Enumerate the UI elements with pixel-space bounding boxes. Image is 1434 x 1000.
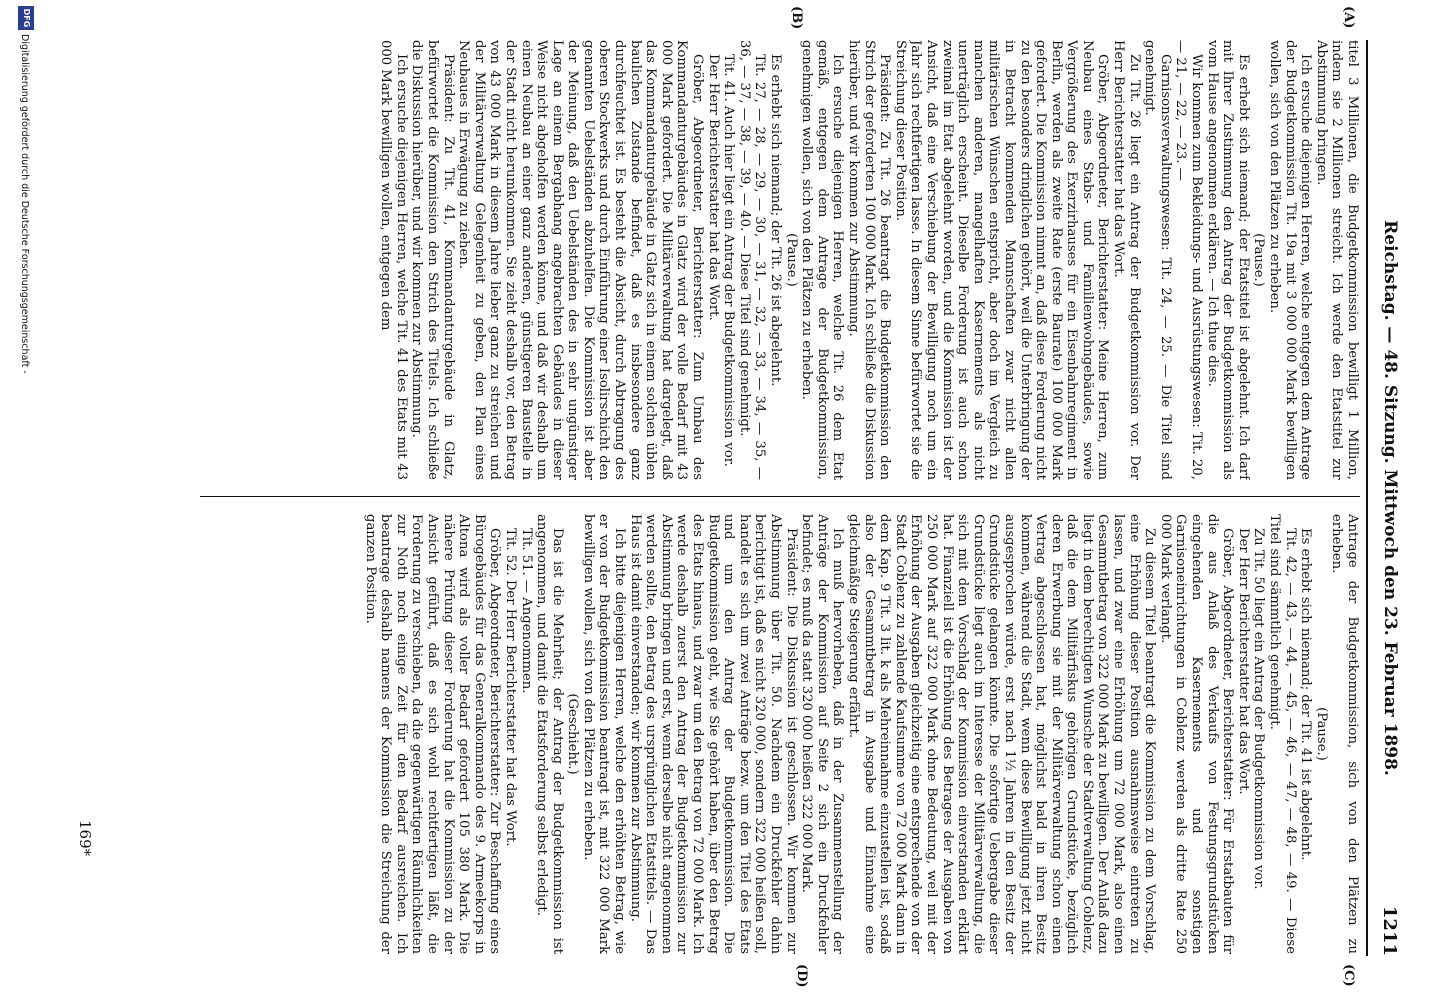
- paragraph: Es erhebt sich niemand; der Tit. 41 ist abgelehnt.: [1298, 528, 1314, 861]
- digitization-credit: Digitalisierung gefördert durch die Deutsche Forschungsgemeinschaft -: [19, 34, 30, 374]
- paragraph: Ich bitte diejenigen Herren, welche den erhöhten Betrag, wie er von der Budgetkommission beantragt ist, mit 322 000 Mark bewilligen wollen, sich von den Plätzen zu erheben.: [580, 514, 628, 954]
- paragraph: Der Herr Berichterstatter hat das Wort.: [705, 54, 721, 321]
- interjection: (Pause.): [1313, 707, 1329, 761]
- paragraph: Garnisonsverwaltungswesen: Tit. 24, — 25. — Die Titel sind genehmigt.: [1142, 40, 1173, 480]
- margin-mark-c: (C): [1341, 964, 1356, 987]
- right-column: [120, 514, 1360, 954]
- paragraph: Wir kommen zum Bekleidungs- und Ausrüstungswesen: Tit. 20, — 21, — 22, — 23. —: [1173, 40, 1205, 480]
- header-rule: [1366, 40, 1368, 956]
- paragraph: Ich ersuche diejenigen Herren, welche Tit. 26 dem Etat gemäß, entgegen dem Antrage der Budgetkommission, genehmigen wollen, sich von den Plätzen zu erheben.: [799, 40, 846, 480]
- column-divider: [200, 496, 1360, 497]
- margin-mark-d: (D): [794, 964, 809, 988]
- paragraph: Zu Tit. 26 liegt ein Antrag der Budgetkommission vor. Der Herr Berichterstatter hat das Wort.: [1111, 40, 1142, 480]
- paragraph: Tit. 27, — 28, — 29, — 30, — 31, — 32, — 33, — 34, — 35, — 36, — 37, — 38, — 39, — 40. — Diese Titel sind genehmigt.: [736, 40, 768, 480]
- paragraph: Das ist die Mehrheit; der Antrag der Budgetkommission ist angenommen, und damit die Etatsforderung selbst erledigt.: [534, 514, 565, 954]
- speech-paragraph: Gröber, Abgeordneter, Berichterstatter: Zum Umbau des Kommandanturgebäudes in Glatz wird der volle Bedarf mit 43 000 Mark gefordert. Die Militärverwaltung hat dargelegt, daß das Kommandanturgebäude in Glatz sich in einem solchen üblen baulichen Zustande befindet, daß es insbesondere ganz durchfeuchtet ist. Es besteht die Absicht, durch Abtragung des oberen Stockwerks und durch Einführung einer Isolirschicht den genannten Uebelständen abzuhelfen. Die Kommission ist aber der Meinung, daß den Uebelständen des in sehr ungünstiger Lage an einem Bergabhang angebrachten Gebäudes in dieser Weise nicht abgeholfen werden könne, und daß wir deshalb um einen Neubau an einer ganz anderen, günstigeren Baustelle in der Stadt nicht herumkommen. Sie zieht deshalb vor, den Betrag von 43 000 Mark in diesem Jahre lieber ganz zu streichen und der Militärverwaltung Gelegenheit zu geben, den Plan eines Neubaues in Erwägung zu ziehen.: [456, 40, 706, 480]
- speech-paragraph: Präsident: Die Diskussion ist geschlossen. Wir kommen zur Abstimmung über Tit. 50. Nachdem ein Druckfehler dahin berichtigt ist, daß es nicht 320 000, sondern 322 000 heißen soll, handelt es sich um zwei Anträge bezw. um den Titel des Etats und um den Antrag der Budgetkommission. Die Budgetkommission geht, wie Sie gehört haben, über den Betrag des Etats hinaus, und zwar um den Betrag von 72 000 Mark. Ich werde deshalb zuerst den Antrag der Budgetkommission zur Abstimmung bringen und erst, wenn derselbe nicht angenommen werden sollte, den Betrag des ursprünglichen Etatstitels. — Das Haus ist damit einverstanden; wir kommen zur Abstimmung.: [627, 514, 799, 954]
- speech-paragraph: Zu diesem Titel beantragt die Kommission zu dem Vorschlag, eine Erhöhung dieser Position ausnahmsweise eintreten zu lassen, und zwar eine Erhöhung um 72 000 Mark, also einen Gesammtbetrag von 322 000 Mark zu bewilligen. Der Anlaß dazu liegt in dem berechtigten Wunsche der Stadtverwaltung Coblenz, daß die dem Militärfiskus gehörigen Grundstücke, bezüglich deren Erwerbung sie mit der Militärverwaltung schon einen Vertrag abgeschlossen hat, möglichst bald in ihren Besitz kommen, während die Stadt, wenn diese Bewilligung jetzt nicht ausgesprochen würde, erst nach 1½ Jahren in den Besitz der Grundstücke gelangen könnte. Die sofortige Uebergabe dieser Grundstücke liegt auch im Interesse der Militärverwaltung, die sich mit dem Vorschlag der Kommission einverstanden erklärt hat. Finanziell ist die Erhöhung des Betrages der Ausgaben von 250 000 Mark auf 322 000 Mark ohne Bedeutung, weil mit der Erhöhung der Ausgaben gleichzeitig eine entsprechende von der Stadt Coblenz zu zahlende Kaufsumme von 72 000 Mark dann in dem Kap. 9 Tit. 3 lit. k als Mehreinnahme einzustellen ist, sodaß also der Gesammtbetrag in Ausgabe und Einnahme eine gleichmäßige Steigerung erfährt.: [846, 514, 1158, 954]
- paragraph: titel 3 Millionen, die Budgetkommission bewilligt 1 Million, indem sie 2 Millionen streicht. Ich werde den Etatstitel zur Abstimmung bringen.: [1313, 40, 1360, 480]
- margin-mark-b: (B): [789, 6, 804, 30]
- paragraph: Ich ersuche diejenigen Herren, welche entgegen dem Antrage der Budgetkommission Tit. 19a mit 3 000 000 Mark bewilligen wollen, sich von den Plätzen zu erheben.: [1267, 40, 1314, 480]
- speech-paragraph: Präsident: Zu Tit. 26 beantragt die Budgetkommission den Strich der geforderten 100 000 Mark. Ich schließe die Diskussion hierüber, und wir kommen zur Abstimmung.: [846, 40, 893, 480]
- speech-paragraph: Gröber, Abgeordneter, Berichterstatter: Meine Herren, zum Neubau eines Stabs- und Familienwohngebäudes, sowie Vergrößerung des Exerzirhauses für ein Eisenbahnregiment in Berlin, werden als zweite Rate (erste Baurate) 100 000 Mark gefordert. Die Kommission nimmt an, daß diese Forderung nicht zu den besonders dringlichen gehört, weil die Unterbringung der in Betracht kommenden Mannschaften zwar nicht allen militärischen Wünschen entspricht, aber doch im Vergleich zu manchen anderen, mangelhaften Kasernements als nicht unerträglich erscheint. Dieselbe Forderung ist auch schon zweimal im Etat abgelehnt worden, und die Kommission ist der Ansicht, daß eine Verschiebung der Bewilligung noch um ein Jahr sich rechtfertigen lasse. In diesem Sinne befürwortet sie die Streichung dieser Position.: [892, 40, 1111, 480]
- interjection: (Geschieht.): [565, 693, 581, 775]
- paragraph: Zu Tit. 50 liegt ein Antrag der Budgetkommission vor.: [1251, 528, 1267, 890]
- speech-paragraph: Ich muß hervorheben, daß in der Zusammenstellung der Anträge der Kommission auf Seite 2 sich ein Druckfehler befindet; es muß da statt 320 000 heißen 322 000 Mark.: [799, 514, 846, 954]
- speech-paragraph: Gröber, Abgeordneter, Berichterstatter: Für Erstatbauten für die aus Anlaß des Verkaufs von Festungsgrundstücken eingehenden Kasernements und sonstigen Garnisoneinrichtungen in Coblenz werden als dritte Rate 250 000 Mark verlangt.: [1157, 514, 1236, 954]
- page-number: 1211: [1379, 905, 1400, 956]
- paragraph: Tit. 41. Auch hier liegt ein Antrag der Budgetkommission vor.: [721, 54, 737, 467]
- interjection: (Pause.): [1251, 233, 1267, 287]
- paragraph: Tit. 51. — Angenommen.: [518, 528, 534, 694]
- speech-paragraph: Präsident: Zu Tit. 41, Kommandanturgebäude in Glatz, befürwortet die Kommission den Strich des Titels. Ich schließe die Diskussion hierüber, und wir kommen zur Abstimmung.: [409, 40, 456, 480]
- paragraph: Antrage der Budgetkommission, sich von den Plätzen zu erheben.: [1329, 514, 1360, 954]
- signature-number: 169*: [76, 820, 94, 857]
- paragraph: Es erhebt sich niemand; der Etatstitel ist abgelehnt. Ich darf mit Ihrer Zustimmung den Antrag der Budgetkommission als vom Hause angenommen erklären. — Ich thue dies.: [1204, 40, 1251, 480]
- paragraph: Tit. 42, — 43, — 44, — 45, — 46, — 47, — 48, — 49. — Diese Titel sind sämmtlich genehmigt.: [1267, 514, 1298, 954]
- paragraph: Ich ersuche diejenigen Herren, welche Tit. 41 des Etats mit 43 000 Mark bewilligen wollen, entgegen dem: [378, 40, 409, 480]
- paragraph: Der Herr Berichterstatter hat das Wort.: [1235, 528, 1251, 795]
- speech-paragraph: Gröber, Abgeordneter, Berichterstatter: Zur Beschaffung eines Bürogebäudes für das Generalkommando des 9. Armeekorps in Altona wird als voller Bedarf gefordert 105 380 Mark. Die nähere Prüfung dieser Forderung hat die Kommission zu der Ansicht geführt, daß es sich wohl rechtfertigen läßt, die Forderung zu verschieben, da die gegenwärtigen Räumlichkeiten zur Noth noch einige Zeit für den Bedarf ausreichen. Ich beantrage deshalb namens der Kommission die Streichung der ganzen Position.: [362, 514, 503, 954]
- dfg-logo-icon: DFG: [18, 6, 34, 30]
- page-title: Reichstag. — 48. Sitzung. Mittwoch den 23. Februar 1898.: [1380, 220, 1400, 776]
- left-column: [120, 40, 1360, 480]
- interjection: (Pause.): [783, 233, 799, 287]
- running-head: [1366, 40, 1406, 956]
- paragraph: Tit. 52. Der Herr Berichterstatter hat das Wort.: [502, 528, 518, 847]
- paragraph: Es erhebt sich niemand; der Tit. 26 ist abgelehnt.: [768, 54, 784, 387]
- margin-mark-a: (A): [1341, 6, 1356, 29]
